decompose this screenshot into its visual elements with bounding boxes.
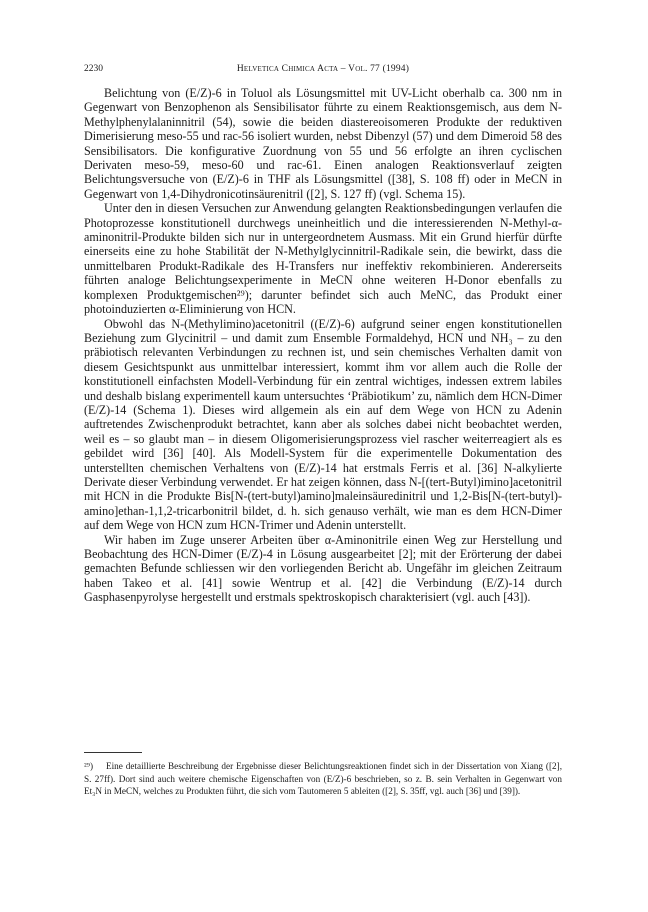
running-header <box>84 64 562 74</box>
footnote-29 <box>84 760 562 798</box>
main-text <box>84 86 562 605</box>
paragraph-hcn-dimer-preparation: Wir haben im Zuge unserer Arbeiten über α-Aminonitrile einen Weg zur Herstellung und Beobachtung des HCN-Dimer (E/Z)-4 in Lösung ausgearbeitet [2]; mit der Erörterung der dabei gemachten Befunde schliessen wir den vorliegenden Bericht ab. Ungefähr im gleichen Zeitraum haben Takeo et al. [41] sowie Wentrup et al. [42] die Verbindung (E/Z)-14 durch Gasphasenpyrolyse hergestellt und erstmals spektroskopisch charakterisiert (vgl. auch [43]). <box>84 532 562 605</box>
paragraph-hcn-dimer-model: Obwohl das N-(Methylimino)acetonitril ((E/Z)-6) aufgrund seiner engen konstitutionellen Beziehung zum Glycinitril – und damit zum Ensemble Formaldehyd, HCN und NH₃ – zu den präbiotisch relevanten Verbindungen zu rechnen ist, und sein chemisches Verhalten damit von diesem Gesichtspunkt aus unmittelbar interessiert, kommt ihm vor allem auch die Rolle der konstitutionell einfachsten Modell-Verbindung für ein zentral wichtiges, indessen extrem labiles und deshalb bislang experimentell kaum untersuchtes ‘Präbiotikum’ zu, nämlich dem HCN-Dimer (E/Z)-14 (Schema 1). Dieses wird allgemein als ein auf dem Wege von HCN zu Adenin auftretendes Zwischenprodukt betrachtet, kann aber als solches dabei nicht beobachtet werden, weil es – so glaubt man – in diesem Oligomerisierungsprozess viel rascher weiterreagiert als es gebildet wird [36] [40]. Als Modell-System für die experimentelle Dokumentation des unterstellten chemischen Verhaltens von (E/Z)-14 hat erstmals Ferris et al. [36] N-alkylierte Derivate dieser Verbindung verwendet. Er hat zeigen können, dass N-[(tert-Butyl)imino]acetonitril mit HCN in die Produkte Bis[N-(tert-butyl)amino]maleinsäuredinitril und 1,2-Bis[N-(tert-butyl)-amino]ethan-1,1,2-tricarbonitril bildet, d. h. sich genauso verhält, wie man es dem HCN-Dimer auf dem Wege von HCN zum HCN-Trimer und Adenin unterstellt. <box>84 316 562 533</box>
footnote-separator <box>84 752 142 753</box>
footnote-text: Eine detaillierte Beschreibung der Ergebnisse dieser Belichtungsreaktionen findet sich in der Dissertation von Xiang ([2], S. 27ff). Dort sind auch weitere chemische Eigenschaften von (E/Z)-6 beschrieben, so z. B. sein Verhalten in Gegenwart von Et₃N in MeCN, welches zu Produkten führt, die sich vom Tautomeren 5 ableiten ([2], S. 35ff, vgl. auch [36] und [39]). <box>84 761 562 797</box>
paragraph-reaction-conditions: Unter den in diesen Versuchen zur Anwendung gelangten Reaktionsbedingungen verlaufen die Photoprozesse konstitutionell durchwegs uneinheitlich und die interessierenden N-Methyl-α-aminonitril-Produkte bilden sich nur in untergeordnetem Ausmass. Mit ein Grund hierfür dürfte einerseits eine zu hohe Stabilität der N-Methylglycinnitril-Radikale sein, die bewirkt, dass die unmittelbaren Produkt-Radikale des H-Transfers nur ineffektiv rekombinieren. Andererseits führten analoge Belichtungsexperimente in MeCN ohne weiteren H-Donor ebenfalls zu komplexen Produktgemischen²⁹); darunter befindet sich auch MeNC, das Produkt einer photoinduzierten α-Eliminierung von HCN. <box>84 201 562 317</box>
footnote-marker: ²⁹) <box>84 761 94 771</box>
paragraph-photolysis: Belichtung von (E/Z)-6 in Toluol als Lösungsmittel mit UV-Licht oberhalb ca. 300 nm in Gegenwart von Benzophenon als Sensibilisator führte zu einem Reaktionsgemisch, aus dem N-Methylphenylalaninnitril (54), sowie die beiden diastereoisomeren Produkte der reduktiven Dimerisierung meso-55 und rac-56 isoliert wurden, nebst Dibenzyl (57) und dem Dimeroid 58 des Sensibilisators. Die konfigurative Zuordnung von 55 und 56 erfolgte an ihren cyclischen Derivaten meso-59, meso-60 und rac-61. Einen analogen Reaktionsverlauf zeigten Belichtungsversuche von (E/Z)-6 in THF als Lösungsmittel ([38], S. 108 ff) oder in MeCN in Gegenwart von 1,4-Dihydronicotinsäurenitril ([2], S. 127 ff) (vgl. Schema 15). <box>84 86 562 201</box>
page-number: 2230 <box>84 64 103 74</box>
journal-title: Helvetica Chimica Acta – Vol. 77 (1994) <box>236 64 410 74</box>
